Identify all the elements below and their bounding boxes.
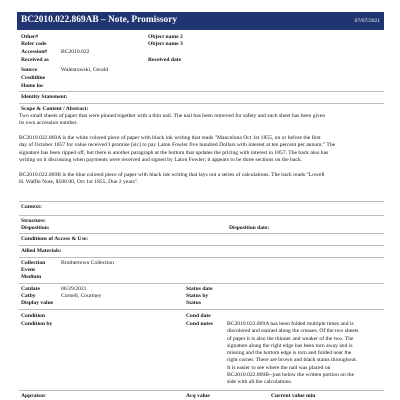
disposition-label: Disposition:	[21, 225, 50, 231]
text-line: right corner. There are brown and black stains throughout.	[227, 357, 358, 364]
scope-content-label: Scope & Content / Abstract:	[21, 106, 89, 112]
other-number-label: Other#	[21, 34, 39, 40]
context-label: Context:	[21, 204, 42, 210]
medium-label: Medium	[21, 274, 42, 280]
accession-value: BC2010.022	[61, 49, 90, 55]
disposition-date-label: Disposition date:	[229, 225, 270, 231]
acq-value-label: Acq value	[186, 393, 210, 399]
status-label: Status	[186, 300, 201, 306]
structure-label: Structure:	[21, 218, 46, 224]
collection-label: Collection	[21, 260, 46, 266]
text-line: Two small sheets of paper that were pinned together with a thin nail. The nail has been removed for safety and each sheet has been given	[19, 113, 326, 119]
text-line: BC2010.022.869B is the blue colored piece of paper with black ink writing that lays out a series of calculations. The back reads "Lowell	[19, 172, 325, 178]
text-line: writing on it discussing when payments were received and signed by Laton Fowler; it appears to be three sections on the back.	[19, 156, 303, 163]
text-line: discolored and stained along the creases. Of the two sheets	[227, 328, 359, 335]
text-line: missing and the bottom edge is torn and folded near the	[227, 350, 352, 357]
display-value-label: Display value	[21, 300, 54, 306]
condition-by-label: Condition by	[21, 321, 53, 327]
divider	[19, 103, 384, 104]
cond-notes-text	[227, 321, 385, 387]
text-line: day of October 1857 for value received I promise [sic] to pay Laton Fowler five hundred Dollars with interest at ten percent per annum." The	[19, 142, 336, 149]
divider	[19, 309, 384, 310]
allied-materials-label: Allied Materials:	[21, 248, 62, 254]
text-line: H. Waffle Note, $500.00, Oct 1st 1855, Due 2 years".	[19, 179, 139, 186]
source-value: Walentowski, Gerald	[61, 67, 109, 73]
received-date-label: Received date	[148, 57, 182, 63]
catdate-label: Catdate	[21, 286, 40, 292]
text-line: BC2010.022.869A is the white colored piece of paper with black ink writing that reads "Mancelona Oct 1st 1855, on or before the first	[19, 135, 321, 141]
status-by-label: Status by	[186, 293, 209, 299]
object-name-3-label: Object name 3	[148, 41, 183, 47]
collection-value: Brothertown Collection	[61, 260, 114, 266]
current-value-min-label: Current value min	[271, 393, 316, 399]
condition-label: Condition	[21, 313, 45, 319]
creditline-label: Creditline	[21, 75, 46, 81]
text-line: its own accession number.	[19, 120, 78, 127]
divider	[19, 91, 384, 92]
catby-value: Cornell, Courtney	[61, 293, 102, 299]
catby-label: Catby	[21, 293, 36, 299]
divider	[19, 257, 384, 258]
divider	[19, 283, 384, 284]
scope-paragraph-2	[19, 135, 381, 164]
record-title: BC2010.022.869AB – Note, Promissory	[21, 15, 178, 25]
divider	[19, 201, 384, 202]
event-label: Event	[21, 267, 35, 273]
text-line: It is easier to see where the nail was placed on	[227, 364, 331, 371]
cond-date-label: Cond date	[186, 313, 211, 319]
text-line: side with all the calculations.	[227, 379, 293, 386]
accession-label: Accession#	[21, 49, 48, 55]
text-line: BC2010.022.869A has been folded multiple times and is	[227, 321, 354, 327]
divider	[19, 245, 384, 246]
scope-paragraph-1	[19, 113, 381, 128]
refer-code-label: Refer code	[21, 41, 47, 47]
text-line: of paper it is also the thinner and weaker of the two. The	[227, 335, 354, 342]
divider	[19, 233, 384, 234]
scope-paragraph-3	[19, 172, 381, 187]
text-line: signature along the right edge has been torn away and is	[227, 342, 353, 349]
status-date-label: Status date	[186, 286, 213, 292]
divider	[19, 215, 384, 216]
appraisor-label: Appraisor	[21, 393, 46, 399]
received-as-label: Received as	[21, 57, 49, 63]
cond-notes-label: Cond notes	[186, 321, 213, 327]
text-line: signature has been ripped off, but there is another paragraph at the bottom that updates the pricing with interest in 1857. The back also has	[19, 149, 329, 156]
catdate-value: 06/29/2021	[61, 286, 87, 292]
object-name-2-label: Object name 2	[148, 34, 183, 40]
record-header	[17, 12, 384, 30]
home-loc-label: Home loc	[21, 83, 44, 89]
text-line: BC2010.022.869B--just below the written portion on the	[227, 372, 355, 379]
conditions-access-label: Conditions of Access & Use:	[21, 236, 89, 242]
identity-statement-label: Identity Statement:	[21, 94, 68, 100]
divider	[19, 390, 384, 391]
source-label: Source	[21, 67, 38, 73]
print-date: 07/07/2021	[354, 18, 380, 24]
